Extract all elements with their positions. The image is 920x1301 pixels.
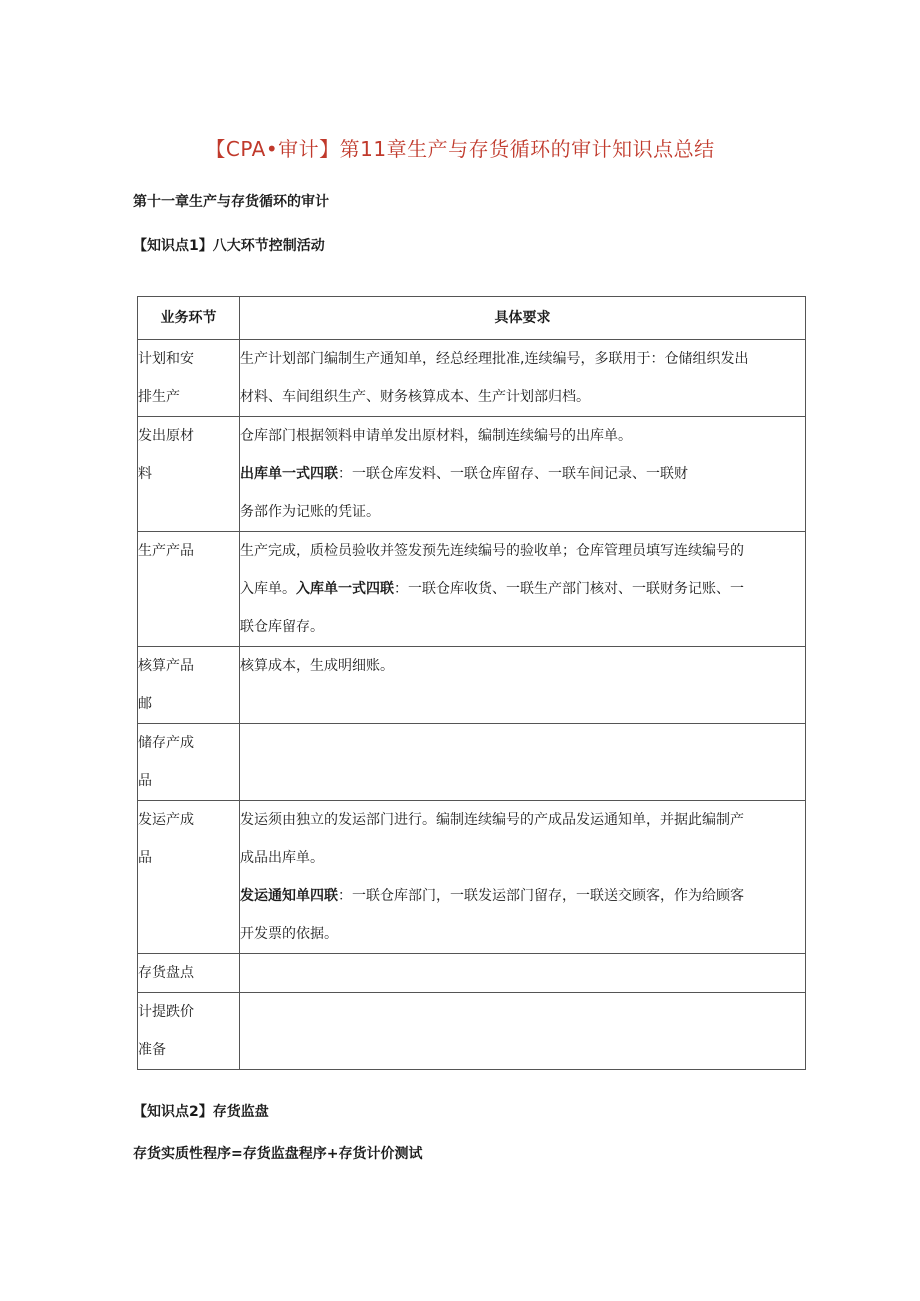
requirement-text: ：一联仓库收货、一联生产部门核对、一联财务记账、一	[394, 581, 744, 597]
requirement-line	[240, 532, 805, 570]
requirement-line	[240, 647, 805, 685]
stage-label: 排生产	[138, 389, 180, 405]
stage-label: 发运产成	[138, 812, 194, 828]
table-row	[138, 647, 806, 724]
table-row	[138, 340, 806, 417]
requirement-line	[240, 839, 805, 877]
stage-cell	[138, 417, 240, 532]
knowledge-point-2-heading: 【知识点2】存货监盘	[133, 1104, 269, 1120]
requirement-line	[240, 801, 805, 839]
stage-label: 品	[138, 850, 152, 866]
requirement-text: 入库单。	[240, 581, 296, 597]
requirement-line	[240, 417, 805, 455]
requirement-emphasis: 出库单一式四联	[240, 466, 338, 482]
requirement-line	[240, 493, 805, 531]
control-activities-table	[137, 296, 806, 1070]
stage-label: 储存产成	[138, 735, 194, 751]
requirement-text: ：一联仓库部门，一联发运部门留存，一联送交顾客，作为给顾客	[338, 888, 744, 904]
requirement-cell	[240, 340, 806, 417]
stage-cell	[138, 647, 240, 724]
requirement-emphasis: 入库单一式四联	[296, 581, 394, 597]
column-header-stage: 业务环节	[138, 297, 240, 340]
stage-label: 品	[138, 773, 152, 789]
table-row	[138, 801, 806, 954]
requirement-cell	[240, 532, 806, 647]
requirement-line	[240, 877, 805, 915]
stage-label: 生产产品	[138, 543, 194, 559]
stage-label: 核算产品	[138, 658, 194, 674]
requirement-line	[240, 378, 805, 416]
knowledge-point-1-heading: 【知识点1】八大环节控制活动	[133, 238, 325, 254]
table-row	[138, 954, 806, 993]
requirement-line	[240, 340, 805, 378]
requirement-text: 仓库部门根据领料申请单发出原材料，编制连续编号的出库单。	[240, 428, 632, 444]
requirement-text: 务部作为记账的凭证。	[240, 504, 380, 520]
stage-cell	[138, 724, 240, 801]
stage-label: 准备	[138, 1042, 166, 1058]
stage-cell	[138, 801, 240, 954]
requirement-text: 联仓库留存。	[240, 619, 324, 635]
stage-label: 发出原材	[138, 428, 194, 444]
requirement-cell	[240, 801, 806, 954]
requirement-line	[240, 608, 805, 646]
table-row	[138, 724, 806, 801]
stage-cell	[138, 993, 240, 1070]
table-row	[138, 993, 806, 1070]
requirement-text: ：一联仓库发料、一联仓库留存、一联车间记录、一联财	[338, 466, 688, 482]
stage-cell	[138, 340, 240, 417]
stage-cell	[138, 532, 240, 647]
requirement-text: 生产计划部门编制生产通知单，经总经理批准,连续编号，多联用于：仓储组织发出	[240, 351, 749, 367]
requirement-cell	[240, 954, 806, 993]
requirement-cell	[240, 993, 806, 1070]
requirement-text: 生产完成，质检员验收并签发预先连续编号的验收单；仓库管理员填写连续编号的	[240, 543, 744, 559]
requirement-text: 成品出库单。	[240, 850, 324, 866]
requirement-line	[240, 915, 805, 953]
stage-cell	[138, 954, 240, 993]
stage-label: 计划和安	[138, 351, 194, 367]
requirement-cell	[240, 417, 806, 532]
stage-label: 计提跌价	[138, 1004, 194, 1020]
chapter-heading: 第十一章生产与存货循环的审计	[133, 194, 329, 210]
page-title: 【CPA•审计】第11章生产与存货循环的审计知识点总结	[205, 137, 715, 161]
formula-line: 存货实质性程序=存货监盘程序+存货计价测试	[133, 1146, 423, 1162]
table-row	[138, 532, 806, 647]
requirement-text: 开发票的依据。	[240, 926, 338, 942]
requirement-text: 核算成本，生成明细账。	[240, 658, 394, 674]
table-header-row	[138, 297, 806, 340]
requirement-cell	[240, 724, 806, 801]
stage-label: 邮	[138, 696, 152, 712]
requirement-line	[240, 570, 805, 608]
requirement-text: 发运须由独立的发运部门进行。编制连续编号的产成品发运通知单，并据此编制产	[240, 812, 744, 828]
column-header-requirements: 具体要求	[240, 297, 806, 340]
table-row	[138, 417, 806, 532]
requirement-emphasis: 发运通知单四联	[240, 888, 338, 904]
stage-label: 料	[138, 466, 152, 482]
requirement-cell	[240, 647, 806, 724]
stage-label: 存货盘点	[138, 965, 194, 981]
requirement-line	[240, 455, 805, 493]
requirement-text: 材料、车间组织生产、财务核算成本、生产计划部归档。	[240, 389, 590, 405]
